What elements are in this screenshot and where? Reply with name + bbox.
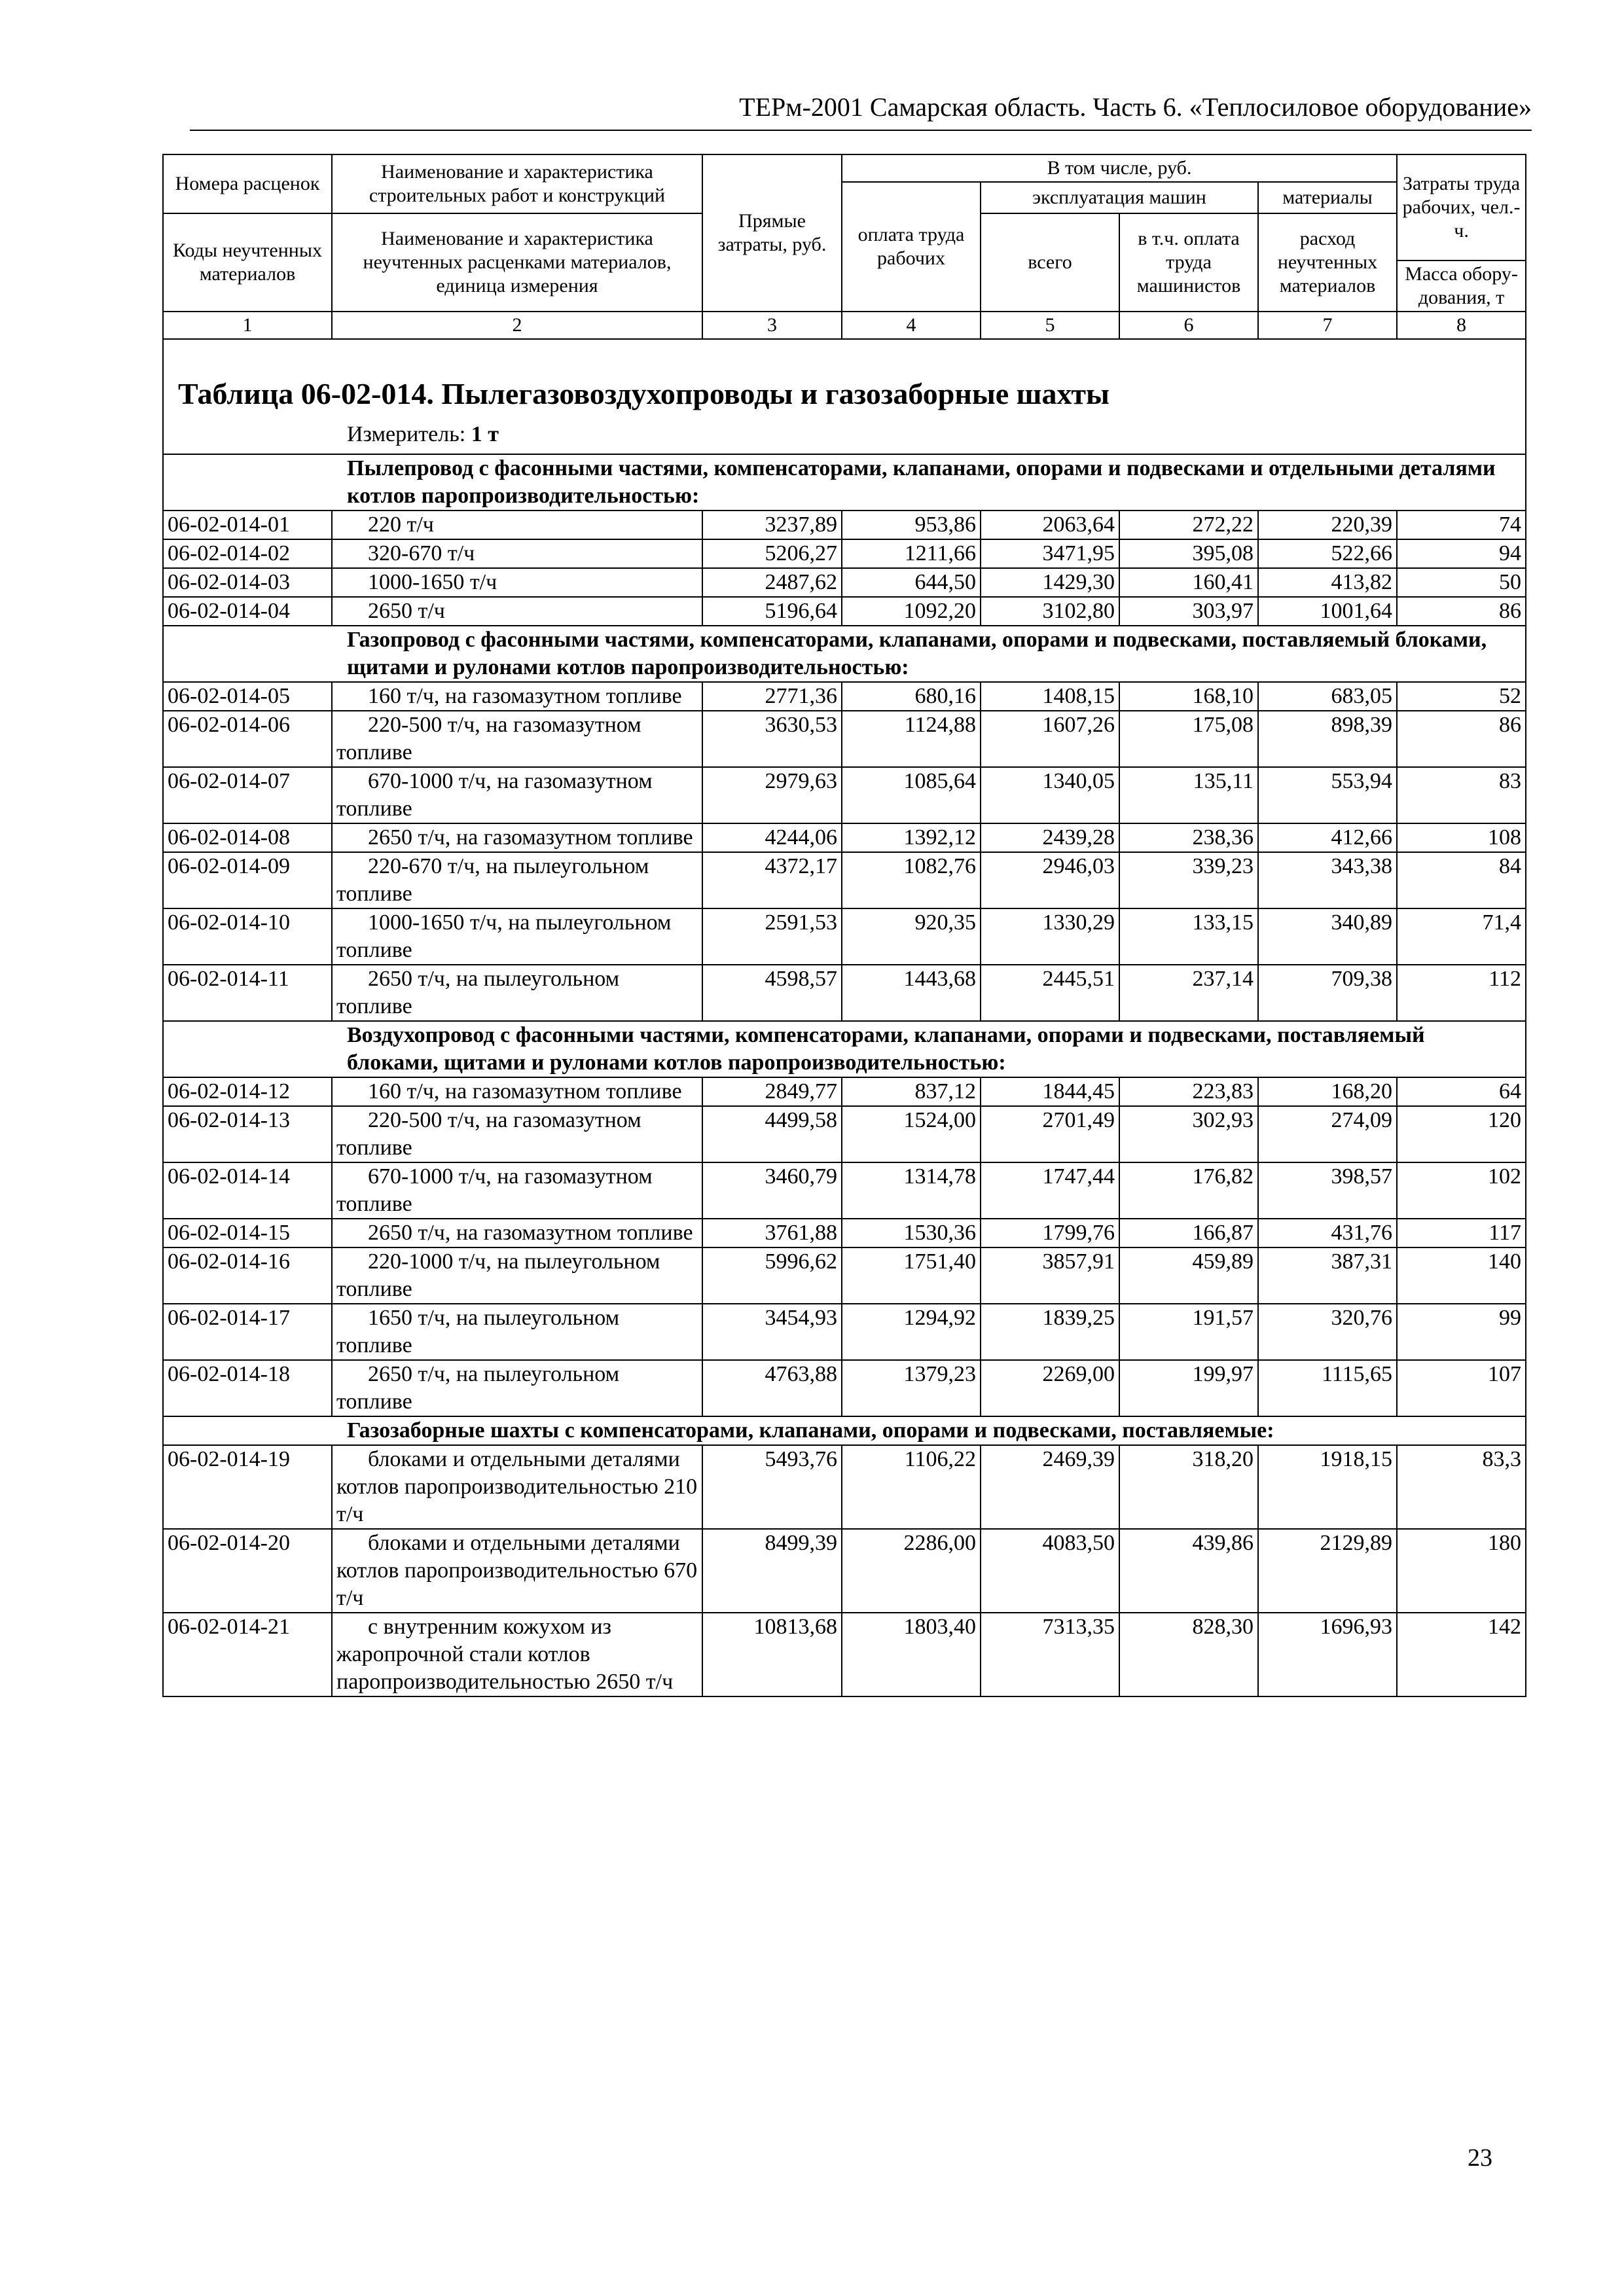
- header-rule: [190, 130, 1532, 131]
- cell-value-col3: 2487,62: [702, 568, 842, 597]
- cell-value-col3: 10813,68: [702, 1613, 842, 1696]
- cell-value-col3: 3761,88: [702, 1219, 842, 1247]
- table-row: [163, 1360, 1526, 1416]
- cell-value-col6: 439,86: [1119, 1529, 1258, 1613]
- table-row: [163, 682, 1526, 711]
- rate-name: 670-1000 т/ч, на газомазутном топливе: [332, 767, 702, 823]
- cell-value-col5: 1330,29: [981, 908, 1119, 965]
- header-materials: материалы: [1258, 182, 1397, 213]
- running-head: ТЕРм-2001 Самарская область. Часть 6. «Теплосиловое оборудование»: [739, 92, 1532, 122]
- column-number: 8: [1397, 312, 1526, 339]
- cell-value-col5: 2946,03: [981, 852, 1119, 908]
- cell-value-col6: 175,08: [1119, 711, 1258, 767]
- cell-value-col6: 395,08: [1119, 539, 1258, 568]
- cell-value-col3: 5493,76: [702, 1445, 842, 1529]
- cell-value-col6: 176,82: [1119, 1162, 1258, 1219]
- cell-value-col4: 1379,23: [842, 1360, 981, 1416]
- table-row: [163, 1162, 1526, 1219]
- cell-value-col8: 71,4: [1397, 908, 1526, 965]
- rate-code: 06-02-014-14: [163, 1162, 332, 1219]
- header-material-codes: Коды неучтенных материалов: [163, 213, 332, 312]
- rate-code: 06-02-014-19: [163, 1445, 332, 1529]
- cell-value-col4: 1314,78: [842, 1162, 981, 1219]
- cell-value-col5: 2269,00: [981, 1360, 1119, 1416]
- rate-name: 2650 т/ч, на пылеугольном топливе: [332, 1360, 702, 1416]
- cell-value-col8: 120: [1397, 1106, 1526, 1162]
- cell-value-col3: 3454,93: [702, 1304, 842, 1360]
- cell-value-col6: 339,23: [1119, 852, 1258, 908]
- cell-value-col8: 107: [1397, 1360, 1526, 1416]
- cell-value-col6: 828,30: [1119, 1613, 1258, 1696]
- header-rate-numbers: Номера расценок: [163, 154, 332, 213]
- header-equipment-mass: Масса обору-дования, т: [1397, 260, 1526, 312]
- cell-value-col4: 2286,00: [842, 1529, 981, 1613]
- cell-value-col3: 3237,89: [702, 511, 842, 539]
- page-number: 23: [1468, 2144, 1492, 2172]
- rate-code: 06-02-014-10: [163, 908, 332, 965]
- cell-value-col4: 1530,36: [842, 1219, 981, 1247]
- cell-value-col5: 2701,49: [981, 1106, 1119, 1162]
- cell-value-col8: 112: [1397, 965, 1526, 1021]
- cell-value-col5: 1429,30: [981, 568, 1119, 597]
- rate-code: 06-02-014-08: [163, 823, 332, 852]
- cell-value-col6: 302,93: [1119, 1106, 1258, 1162]
- rate-name: с внутренним кожухом из жаропрочной стали котлов паропроизводительностью 2650 т/ч: [332, 1613, 702, 1696]
- cell-value-col8: 102: [1397, 1162, 1526, 1219]
- rate-code: 06-02-014-11: [163, 965, 332, 1021]
- cell-value-col5: 2445,51: [981, 965, 1119, 1021]
- cell-value-col8: 94: [1397, 539, 1526, 568]
- table-row: [163, 1219, 1526, 1247]
- cell-value-col5: 1844,45: [981, 1077, 1119, 1106]
- cell-value-col7: 274,09: [1258, 1106, 1397, 1162]
- cell-value-col5: 2469,39: [981, 1445, 1119, 1529]
- rate-code: 06-02-014-15: [163, 1219, 332, 1247]
- cell-value-col7: 220,39: [1258, 511, 1397, 539]
- cell-value-col6: 223,83: [1119, 1077, 1258, 1106]
- rate-name: 160 т/ч, на газомазутном топливе: [332, 682, 702, 711]
- cell-value-col3: 5206,27: [702, 539, 842, 568]
- rate-name: 220-1000 т/ч, на пылеугольном топливе: [332, 1247, 702, 1304]
- cell-value-col3: 2979,63: [702, 767, 842, 823]
- cell-value-col8: 180: [1397, 1529, 1526, 1613]
- table-row: [163, 908, 1526, 965]
- cell-value-col6: 459,89: [1119, 1247, 1258, 1304]
- rate-code: 06-02-014-07: [163, 767, 332, 823]
- cell-value-col7: 1115,65: [1258, 1360, 1397, 1416]
- column-number: 4: [842, 312, 981, 339]
- header-direct-costs: Прямые затраты, руб.: [702, 154, 842, 312]
- cell-value-col7: 320,76: [1258, 1304, 1397, 1360]
- table-row: [163, 1106, 1526, 1162]
- rate-name: 1000-1650 т/ч: [332, 568, 702, 597]
- cell-value-col8: 83: [1397, 767, 1526, 823]
- cell-value-col6: 166,87: [1119, 1219, 1258, 1247]
- cell-value-col5: 2439,28: [981, 823, 1119, 852]
- cell-value-col7: 709,38: [1258, 965, 1397, 1021]
- column-number: 6: [1119, 312, 1258, 339]
- cell-value-col7: 553,94: [1258, 767, 1397, 823]
- unit-value: 1 т: [471, 422, 499, 446]
- group-row: [163, 454, 1526, 511]
- rate-name: 1000-1650 т/ч, на пылеугольном топливе: [332, 908, 702, 965]
- cell-value-col6: 135,11: [1119, 767, 1258, 823]
- cell-value-col7: 683,05: [1258, 682, 1397, 711]
- group-title: Газопровод с фасонными частями, компенсаторами, клапанами, опорами и подвесками, поставляемый блоками, щитами и рулонами котлов паропроизводительностью:: [163, 626, 1526, 682]
- group-title: Пылепровод с фасонными частями, компенсаторами, клапанами, опорами и подвесками и отдельными деталями котлов паропроизводительностью:: [163, 454, 1526, 511]
- rate-name: 220-670 т/ч, на пылеугольном топливе: [332, 852, 702, 908]
- cell-value-col6: 160,41: [1119, 568, 1258, 597]
- table-title: Таблица 06-02-014. Пылегазовоздухопроводы и газозаборные шахты: [178, 377, 1110, 410]
- rate-name: блоками и отдельными деталями котлов паропроизводительностью 210 т/ч: [332, 1445, 702, 1529]
- cell-value-col5: 3471,95: [981, 539, 1119, 568]
- rate-code: 06-02-014-20: [163, 1529, 332, 1613]
- cell-value-col8: 108: [1397, 823, 1526, 852]
- header-including: В том числе, руб.: [842, 154, 1397, 182]
- table-row: [163, 1613, 1526, 1696]
- cell-value-col7: 398,57: [1258, 1162, 1397, 1219]
- cell-value-col6: 168,10: [1119, 682, 1258, 711]
- cell-value-col8: 74: [1397, 511, 1526, 539]
- header-material-name: Наименование и характеристика неучтенных расценками материалов, единица измерения: [332, 213, 702, 312]
- rate-name: 2650 т/ч, на газомазутном топливе: [332, 1219, 702, 1247]
- table-row: [163, 852, 1526, 908]
- table-title-cell: [163, 339, 1526, 454]
- cell-value-col5: 3857,91: [981, 1247, 1119, 1304]
- cell-value-col4: 1085,64: [842, 767, 981, 823]
- cell-value-col7: 1696,93: [1258, 1613, 1397, 1696]
- rate-code: 06-02-014-01: [163, 511, 332, 539]
- header-work-name: Наименование и характеристика строительных работ и конструкций: [332, 154, 702, 213]
- cell-value-col5: 1408,15: [981, 682, 1119, 711]
- cell-value-col3: 4244,06: [702, 823, 842, 852]
- cell-value-col5: 2063,64: [981, 511, 1119, 539]
- rates-table: [162, 154, 1526, 1697]
- cell-value-col3: 3630,53: [702, 711, 842, 767]
- cell-value-col5: 1340,05: [981, 767, 1119, 823]
- column-number: 3: [702, 312, 842, 339]
- cell-value-col3: 2771,36: [702, 682, 842, 711]
- rate-code: 06-02-014-17: [163, 1304, 332, 1360]
- table-row: [163, 539, 1526, 568]
- rate-name: блоками и отдельными деталями котлов паропроизводительностью 670 т/ч: [332, 1529, 702, 1613]
- unit-line: [178, 421, 1512, 448]
- cell-value-col4: 1106,22: [842, 1445, 981, 1529]
- cell-value-col8: 142: [1397, 1613, 1526, 1696]
- cell-value-col3: 4372,17: [702, 852, 842, 908]
- group-row: [163, 626, 1526, 682]
- cell-value-col7: 412,66: [1258, 823, 1397, 852]
- cell-value-col8: 86: [1397, 711, 1526, 767]
- cell-value-col6: 199,97: [1119, 1360, 1258, 1416]
- rate-name: 320-670 т/ч: [332, 539, 702, 568]
- cell-value-col4: 644,50: [842, 568, 981, 597]
- cell-value-col3: 4598,57: [702, 965, 842, 1021]
- cell-value-col7: 340,89: [1258, 908, 1397, 965]
- table-row: [163, 1077, 1526, 1106]
- cell-value-col7: 431,76: [1258, 1219, 1397, 1247]
- cell-value-col6: 237,14: [1119, 965, 1258, 1021]
- cell-value-col4: 680,16: [842, 682, 981, 711]
- cell-value-col8: 50: [1397, 568, 1526, 597]
- group-title: Газозаборные шахты с компенсаторами, клапанами, опорами и подвесками, поставляемые:: [163, 1416, 1526, 1445]
- cell-value-col5: 7313,35: [981, 1613, 1119, 1696]
- cell-value-col5: 3102,80: [981, 597, 1119, 626]
- cell-value-col6: 303,97: [1119, 597, 1258, 626]
- cell-value-col4: 1751,40: [842, 1247, 981, 1304]
- group-title: Воздухопровод с фасонными частями, компенсаторами, клапанами, опорами и подвесками, поставляемый блоками, щитами и рулонами котлов паропроизводительностью:: [163, 1021, 1526, 1077]
- table-row: [163, 711, 1526, 767]
- cell-value-col8: 140: [1397, 1247, 1526, 1304]
- cell-value-col3: 4499,58: [702, 1106, 842, 1162]
- group-row: [163, 1416, 1526, 1445]
- table-body: [163, 339, 1526, 1696]
- cell-value-col7: 2129,89: [1258, 1529, 1397, 1613]
- cell-value-col4: 1803,40: [842, 1613, 981, 1696]
- rate-name: 220-500 т/ч, на газомазутном топливе: [332, 711, 702, 767]
- cell-value-col5: 1839,25: [981, 1304, 1119, 1360]
- table-header: [163, 154, 1526, 339]
- cell-value-col7: 343,38: [1258, 852, 1397, 908]
- cell-value-col6: 191,57: [1119, 1304, 1258, 1360]
- cell-value-col3: 4763,88: [702, 1360, 842, 1416]
- cell-value-col8: 52: [1397, 682, 1526, 711]
- cell-value-col4: 1443,68: [842, 965, 981, 1021]
- column-number: 2: [332, 312, 702, 339]
- rate-name: 1650 т/ч, на пылеугольном топливе: [332, 1304, 702, 1360]
- header-machine-operation: эксплуатация машин: [981, 182, 1258, 213]
- rate-code: 06-02-014-03: [163, 568, 332, 597]
- table-row: [163, 1445, 1526, 1529]
- column-number: 5: [981, 312, 1119, 339]
- cell-value-col4: 1524,00: [842, 1106, 981, 1162]
- header-machines-total: всего: [981, 213, 1119, 312]
- rate-code: 06-02-014-16: [163, 1247, 332, 1304]
- rate-name: 2650 т/ч, на пылеугольном топливе: [332, 965, 702, 1021]
- column-number: 7: [1258, 312, 1397, 339]
- cell-value-col7: 898,39: [1258, 711, 1397, 767]
- cell-value-col4: 1211,66: [842, 539, 981, 568]
- cell-value-col8: 117: [1397, 1219, 1526, 1247]
- cell-value-col3: 5196,64: [702, 597, 842, 626]
- rate-code: 06-02-014-02: [163, 539, 332, 568]
- rate-name: 220-500 т/ч, на газомазутном топливе: [332, 1106, 702, 1162]
- cell-value-col4: 1124,88: [842, 711, 981, 767]
- table-row: [163, 1304, 1526, 1360]
- cell-value-col3: 2849,77: [702, 1077, 842, 1106]
- header-worker-pay: оплата труда рабочих: [842, 182, 981, 312]
- cell-value-col4: 953,86: [842, 511, 981, 539]
- cell-value-col3: 5996,62: [702, 1247, 842, 1304]
- rate-name: 2650 т/ч, на газомазутном топливе: [332, 823, 702, 852]
- rate-code: 06-02-014-09: [163, 852, 332, 908]
- cell-value-col7: 1918,15: [1258, 1445, 1397, 1529]
- cell-value-col6: 272,22: [1119, 511, 1258, 539]
- cell-value-col6: 133,15: [1119, 908, 1258, 965]
- cell-value-col5: 1799,76: [981, 1219, 1119, 1247]
- rate-name: 2650 т/ч: [332, 597, 702, 626]
- table-row: [163, 568, 1526, 597]
- cell-value-col4: 837,12: [842, 1077, 981, 1106]
- cell-value-col8: 99: [1397, 1304, 1526, 1360]
- header-material-consumption: расход неучтенных материалов: [1258, 213, 1397, 312]
- rate-name: 220 т/ч: [332, 511, 702, 539]
- cell-value-col3: 3460,79: [702, 1162, 842, 1219]
- cell-value-col8: 84: [1397, 852, 1526, 908]
- rate-code: 06-02-014-18: [163, 1360, 332, 1416]
- cell-value-col5: 1747,44: [981, 1162, 1119, 1219]
- cell-value-col7: 1001,64: [1258, 597, 1397, 626]
- cell-value-col3: 8499,39: [702, 1529, 842, 1613]
- cell-value-col4: 1294,92: [842, 1304, 981, 1360]
- table-row: [163, 1529, 1526, 1613]
- rate-code: 06-02-014-05: [163, 682, 332, 711]
- cell-value-col7: 168,20: [1258, 1077, 1397, 1106]
- header-labor-costs: Затраты труда рабочих, чел.-ч.: [1397, 154, 1526, 260]
- table-row: [163, 511, 1526, 539]
- rate-code: 06-02-014-12: [163, 1077, 332, 1106]
- cell-value-col4: 1392,12: [842, 823, 981, 852]
- rate-name: 160 т/ч, на газомазутном топливе: [332, 1077, 702, 1106]
- cell-value-col4: 1082,76: [842, 852, 981, 908]
- rate-name: 670-1000 т/ч, на газомазутном топливе: [332, 1162, 702, 1219]
- unit-label: Измеритель:: [347, 422, 466, 446]
- table-row: [163, 1247, 1526, 1304]
- cell-value-col8: 86: [1397, 597, 1526, 626]
- table-row: [163, 823, 1526, 852]
- cell-value-col8: 64: [1397, 1077, 1526, 1106]
- cell-value-col5: 4083,50: [981, 1529, 1119, 1613]
- cell-value-col6: 238,36: [1119, 823, 1258, 852]
- rate-code: 06-02-014-21: [163, 1613, 332, 1696]
- cell-value-col7: 522,66: [1258, 539, 1397, 568]
- group-row: [163, 1021, 1526, 1077]
- cell-value-col4: 920,35: [842, 908, 981, 965]
- rate-code: 06-02-014-04: [163, 597, 332, 626]
- cell-value-col3: 2591,53: [702, 908, 842, 965]
- table-row: [163, 767, 1526, 823]
- rate-code: 06-02-014-13: [163, 1106, 332, 1162]
- rate-code: 06-02-014-06: [163, 711, 332, 767]
- cell-value-col7: 413,82: [1258, 568, 1397, 597]
- table-row: [163, 597, 1526, 626]
- cell-value-col4: 1092,20: [842, 597, 981, 626]
- header-machinist-pay: в т.ч. оплата труда машинистов: [1119, 213, 1258, 312]
- cell-value-col7: 387,31: [1258, 1247, 1397, 1304]
- table-row: [163, 965, 1526, 1021]
- cell-value-col6: 318,20: [1119, 1445, 1258, 1529]
- cell-value-col5: 1607,26: [981, 711, 1119, 767]
- column-number: 1: [163, 312, 332, 339]
- cell-value-col8: 83,3: [1397, 1445, 1526, 1529]
